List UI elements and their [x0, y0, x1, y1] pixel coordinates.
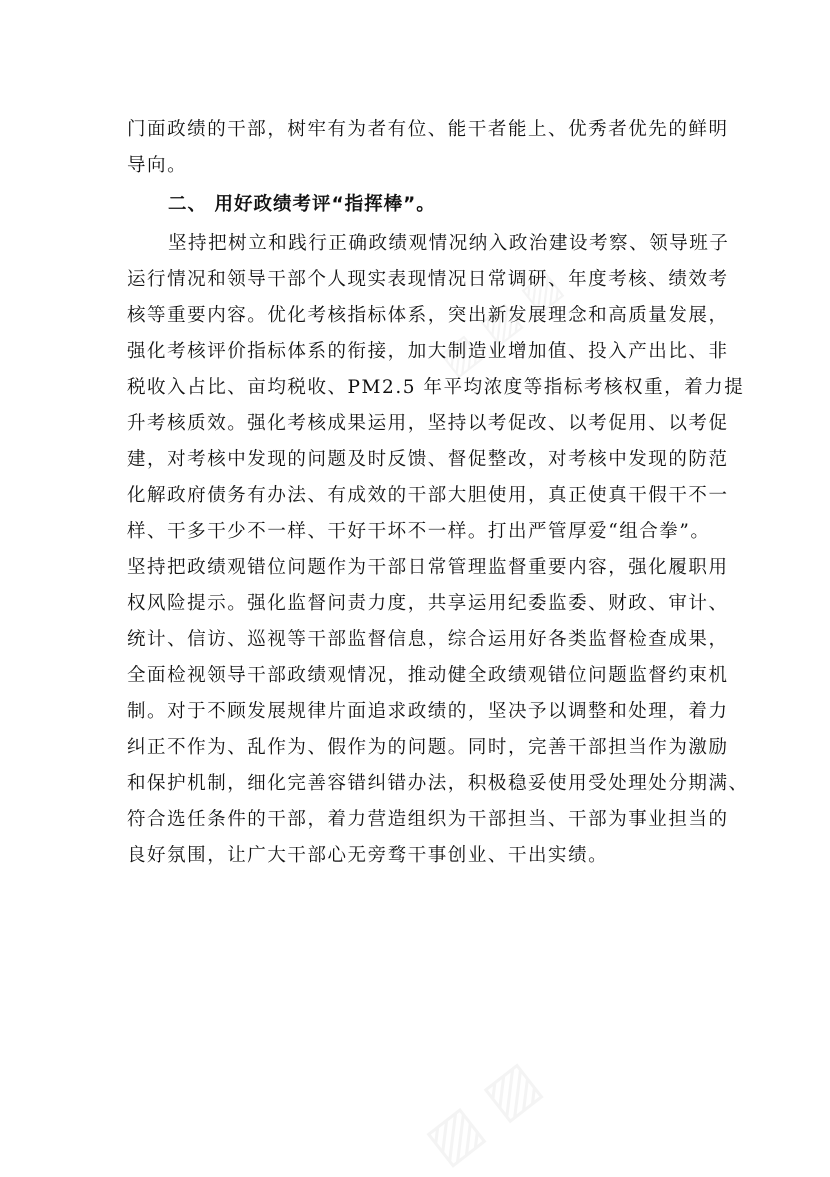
paragraph-line: 样、干多干少不一样、干好干坏不一样。打出严管厚爱“组合拳”。: [127, 521, 711, 542]
section-heading: 二、 用好政绩考评“指挥棒”。: [168, 194, 436, 215]
paragraph-line: 强化考核评价指标体系的衔接，加大制造业增加值、投入产出比、非: [127, 341, 729, 362]
paragraph-line: 坚持把树立和践行正确政绩观情况纳入政治建设考察、领导班子: [168, 233, 730, 254]
body-text-line: 导向。: [127, 155, 188, 176]
paragraph-line: 统计、信访、巡视等干部监督信息，综合运用好各类监督检查成果，: [127, 629, 729, 650]
paragraph-line: 税收入占比、亩均税收、PM2.5 年平均浓度等指标考核权重，着力提: [127, 377, 745, 398]
body-text-line: 门面政绩的干部，树牢有为者有位、能干者能上、优秀者优先的鲜明: [127, 119, 729, 140]
paragraph-line: 化解政府债务有办法、有成效的干部大胆使用，真正使真干假干不一: [127, 485, 729, 506]
paragraph-line: 坚持把政绩观错位问题作为干部日常管理监督重要内容，强化履职用: [127, 557, 729, 578]
paragraph-line: 和保护机制，细化完善容错纠错办法，积极稳妥使用受处理处分期满、: [127, 773, 749, 794]
paragraph-line: 建，对考核中发现的问题及时反馈、督促整改，对考核中发现的防范: [127, 449, 729, 470]
paragraph-line: 良好氛围，让广大干部心无旁骛干事创业、干出实绩。: [127, 845, 609, 866]
paragraph-line: 权风险提示。强化监督问责力度，共享运用纪委监委、财政、审计、: [127, 593, 729, 614]
paragraph-line: 制。对于不顾发展规律片面追求政绩的，坚决予以调整和处理，着力: [127, 701, 729, 722]
paragraph-line: 全面检视领导干部政绩观情况，推动健全政绩观错位问题监督约束机: [127, 665, 729, 686]
paragraph-line: 纠正不作为、乱作为、假作为的问题。同时，完善干部担当作为激励: [127, 737, 729, 758]
paragraph-line: 升考核质效。强化考核成果运用，坚持以考促改、以考促用、以考促: [127, 413, 729, 434]
watermark: [413, 1048, 552, 1176]
paragraph-line: 运行情况和领导干部个人现实表现情况日常调研、年度考核、绩效考: [127, 269, 729, 290]
paragraph-line: 符合选任条件的干部，着力营造组织为干部担当、干部为事业担当的: [127, 809, 729, 830]
paragraph-line: 核等重要内容。优化考核指标体系，突出新发展理念和高质量发展，: [127, 305, 729, 326]
